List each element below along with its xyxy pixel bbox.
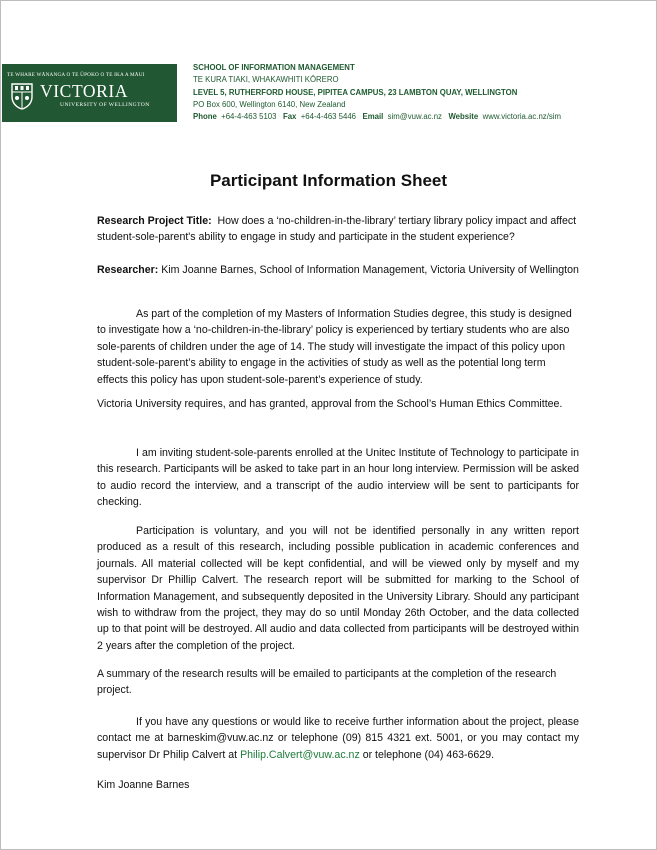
school-maori-name: TE KURA TIAKI, WHAKAWHITI KŌRERO (193, 75, 339, 85)
paragraph-confidentiality: Participation is voluntary, and you will not be identified personally in any written report produced as a result of this research, including possible publication in academic conferences and journals. All material collected will be kept confidential, and will be viewed only by myself and my supervisor Dr Phillip Calvert. The research report will be submitted for marking to the School of Information Management, and subsequently deposited in the University Library. Should any participant wish to withdraw from the project, they may do so until Monday 26th October, and the data collected up to that point will be destroyed. All audio and data collected from participants will be destroyed within 2 years after the completion of the project. (97, 525, 579, 652)
logo-subname: UNIVERSITY OF WELLINGTON (60, 102, 150, 108)
website-label: Website (448, 112, 479, 122)
researcher-text: Kim Joanne Barnes, School of Information Management, Victoria University of Wellington (161, 264, 579, 276)
fax-number: +64-4-463 5446 (300, 112, 357, 122)
logo-tagline: TE WHARE WĀNANGA O TE ŪPOKO O TE IKA A MĀUI (7, 72, 145, 78)
project-title-label: Research Project Title: (97, 215, 212, 227)
fax-label: Fax (282, 112, 297, 122)
paragraph-summary: A summary of the research results will be emailed to participants at the completion of the research project. (97, 668, 557, 697)
paragraph-contact (97, 714, 579, 763)
project-title-text: How does a ‘no-children-in-the-library’ tertiary library policy impact and affect student-sole-parent's ability to engage in study and participate in the student experience? (97, 215, 577, 244)
victoria-logo (2, 64, 177, 122)
phone-number: +64-4-463 5103 (221, 112, 277, 122)
researcher-paragraph (97, 262, 579, 278)
po-box: PO Box 600, Wellington 6140, New Zealand (193, 99, 346, 109)
paragraph-ethics-approval: Victoria University requires, and has granted, approval from the School’s Human Ethics Committee. (97, 398, 563, 410)
supervisor-email-link[interactable]: Philip.Calvert@vuw.ac.nz (240, 748, 360, 761)
signature: Kim Joanne Barnes (97, 779, 190, 791)
contact-line (193, 111, 643, 123)
contact-text-start: If you have any questions or would like to receive further information about the project, please contact me at barneskim@vuw.ac.nz or telephone (09) 815 4321 ext. 5001, or you may contact my supervisor Dr Philip Calvert at (97, 716, 579, 761)
website-link[interactable]: www.victoria.ac.nz/sim (482, 112, 561, 122)
paragraph-study-purpose: As part of the completion of my Masters of Information Studies degree, this study is designed to investigate how a ‘no-children-in-the-library’ policy is experienced by tertiary students who are also sole-parents of children under the age of 14. The study will investigate the impact of this policy upon student-sole-parent’s ability to engage in the activities of study as well as the potential long term effects this policy has upon student-sole-parent’s experience of study. (97, 308, 572, 386)
project-title-paragraph (97, 213, 579, 246)
page-title: Participant Information Sheet (209, 171, 448, 190)
researcher-label: Researcher: (97, 264, 159, 276)
phone-label: Phone (193, 112, 217, 122)
paragraph-invitation: I am inviting student-sole-parents enrolled at the Unitec Institute of Technology to participate in this research. Participants will be asked to take part in an hour long interview. Permission will be asked to audio record the interview, and a transcript of the audio interview will be sent to participants for checking. (97, 447, 579, 509)
email-label: Email (362, 112, 384, 122)
email-address[interactable]: sim@vuw.ac.nz (387, 112, 442, 122)
contact-text-end: or telephone (04) 463-6629. (359, 748, 495, 761)
crest-icon (11, 83, 33, 110)
logo-wordmark: VICTORIA (40, 81, 129, 101)
school-address: LEVEL 5, RUTHERFORD HOUSE, PIPITEA CAMPUS, 23 LAMBTON QUAY, WELLINGTON (193, 87, 518, 97)
school-contact-block (193, 62, 643, 123)
school-name: SCHOOL OF INFORMATION MANAGEMENT (193, 63, 355, 72)
